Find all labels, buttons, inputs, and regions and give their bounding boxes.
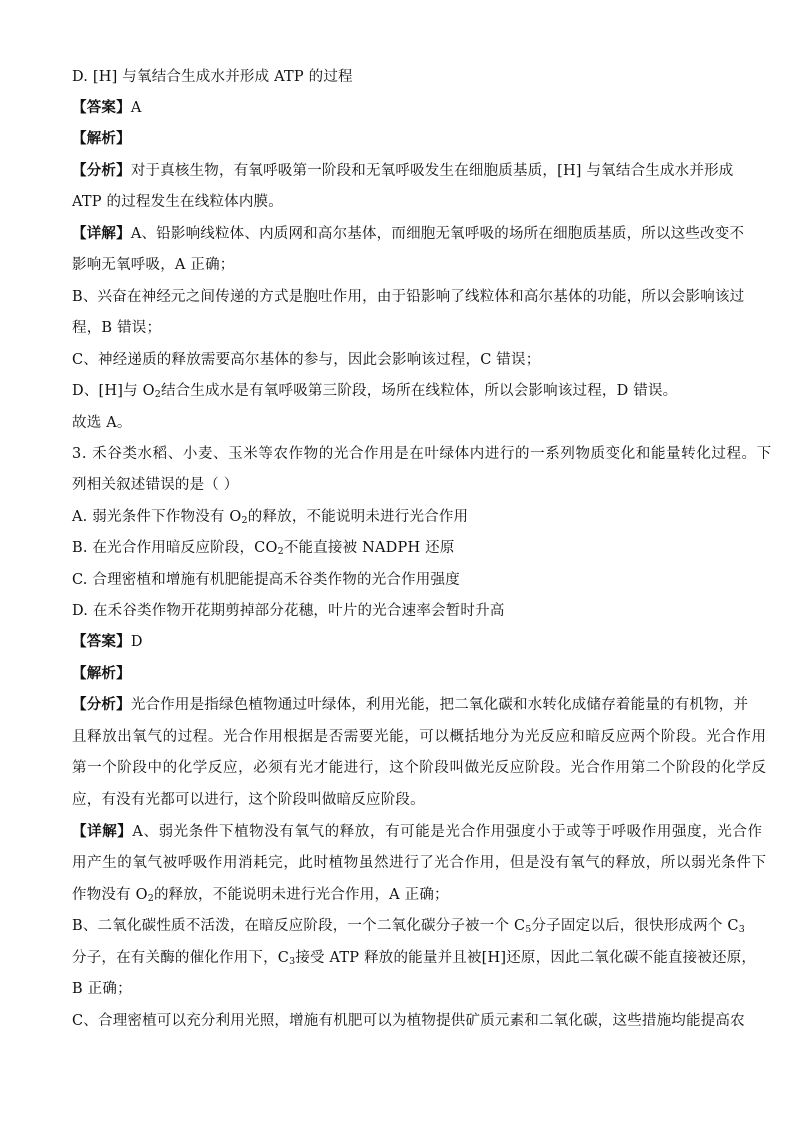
line-text: C. 合理密植和增施有机肥能提高禾谷类作物的光合作用强度 [72,572,460,588]
text-line [72,224,745,244]
text-line [72,350,722,370]
text-line [72,948,757,972]
text-line [72,695,749,715]
text-line [72,570,722,590]
text-line [72,632,722,652]
section-tag: 【分析】 [72,163,131,179]
subscript: 5 [525,924,532,935]
subscript: 2 [241,515,248,526]
subscript: 2 [277,546,284,557]
text-line [72,413,722,433]
line-text: 分子，在有关酶的催化作用下，C [72,950,290,966]
text-line [72,129,722,149]
text-line [72,287,745,307]
subscript: 3 [738,924,745,935]
line-text: 结合生成水是有氧呼吸第三阶段，场所在线粒体，所以会影响该过程，D 错误。 [160,383,678,399]
text-line [72,475,722,495]
text-line [72,538,722,562]
line-text: ATP 的过程发生在线粒体内膜。 [72,194,283,210]
line-text: A、铅影响线粒体、内质网和高尔基体，而细胞无氧呼吸的场所在细胞质基质，所以这些改变不 [130,226,745,242]
line-text: 程，B 错误； [72,320,162,336]
text-line [72,664,722,684]
text-line [72,381,722,405]
line-text: 第一个阶段中的化学反应，必须有光才能进行，这个阶段叫做光反应阶段。光合作用第二个阶段的化学反 [72,760,767,776]
text-line [72,161,734,181]
subscript: 2 [147,893,154,904]
text-line [72,822,763,842]
line-text: B、二氧化碳性质不活泼，在暗反应阶段，一个二氧化碳分子被一个 C [72,918,526,934]
text-line [72,979,722,999]
line-text: 且释放出氧气的过程。光合作用根据是否需要光能，可以概括地分为光反应和暗反应两个阶段。光合作用 [72,729,767,745]
section-tag: 【答案】 [72,634,131,650]
text-line [72,885,722,909]
text-line [72,601,722,621]
line-text: D. 在禾谷类作物开花期剪掉部分花穗，叶片的光合速率会暂时升高 [72,603,505,619]
section-tag: 【详解】 [72,226,131,242]
line-text: A、弱光条件下植物没有氧气的释放，有可能是光合作用强度小于或等于呼吸作用强度，光合作 [132,824,763,840]
text-line [72,192,722,212]
text-line [72,507,722,531]
line-text: D、[H]与 O [72,383,155,399]
text-line [72,1011,745,1031]
line-text: D. [H] 与氧结合生成水并形成 ATP 的过程 [72,69,353,85]
text-line [72,255,722,275]
line-text: A [130,100,142,116]
text-line [72,916,745,940]
section-tag: 【分析】 [72,697,131,713]
subscript: 2 [154,389,161,400]
text-line [72,98,722,118]
line-text: 的释放，不能说明未进行光合作用 [247,509,469,525]
line-text: B、兴奋在神经元之间传递的方式是胞吐作用，由于铅影响了线粒体和高尔基体的功能，所以会影响该过 [72,289,745,305]
text-line [72,758,767,778]
text-line [72,444,772,464]
line-text: B 正确； [72,981,132,997]
line-text: 对于真核生物，有氧呼吸第一阶段和无氧呼吸发生在细胞质基质，[H] 与氧结合生成水并形成 [130,163,734,179]
line-text: 不能直接被 NADPH 还原 [283,540,455,556]
section-tag: 【详解】 [72,824,133,840]
text-line [72,727,767,747]
line-text: B. 在光合作用暗反应阶段，CO [72,540,278,556]
line-text: C、合理密植可以充分利用光照，增施有机肥可以为植物提供矿质元素和二氧化碳，这些措施均能提高农 [72,1013,745,1029]
line-text: 的释放，不能说明未进行光合作用，A 正确； [153,887,449,903]
line-text: 应，有没有光都可以进行，这个阶段叫做暗反应阶段。 [72,792,425,808]
line-text: 光合作用是指绿色植物通过叶绿体，利用光能，把二氧化碳和水转化成储存着能量的有机物，并 [130,697,749,713]
line-text: 故选 A。 [72,415,132,431]
line-text: 列相关叙述错误的是（ ） [72,477,239,493]
section-tag: 【解析】 [72,666,131,682]
line-text: C、神经递质的释放需要高尔基体的参与，因此会影响该过程，C 错误； [72,352,541,368]
line-text: 3. 禾谷类水稻、小麦、玉米等农作物的光合作用是在叶绿体内进行的一系列物质变化和能量转化过程。下 [72,446,772,462]
line-text: 影响无氧呼吸，A 正确； [72,257,235,273]
text-line [72,318,722,338]
section-tag: 【答案】 [72,100,131,116]
line-text: D [130,634,143,650]
subscript: 3 [289,956,296,967]
section-tag: 【解析】 [72,131,131,147]
line-text: A. 弱光条件下作物没有 O [72,509,242,525]
line-text: 接受 ATP 释放的能量并且被[H]还原，因此二氧化碳不能直接被还原， [295,950,757,966]
text-line [72,790,722,810]
text-line [72,853,767,873]
line-text: 作物没有 O [72,887,148,903]
text-line [72,67,722,87]
line-text: 用产生的氧气被呼吸作用消耗完，此时植物虽然进行了光合作用，但是没有氧气的释放，所以弱光条件下 [72,855,767,871]
line-text: 分子固定以后，很快形成两个 C [531,918,739,934]
